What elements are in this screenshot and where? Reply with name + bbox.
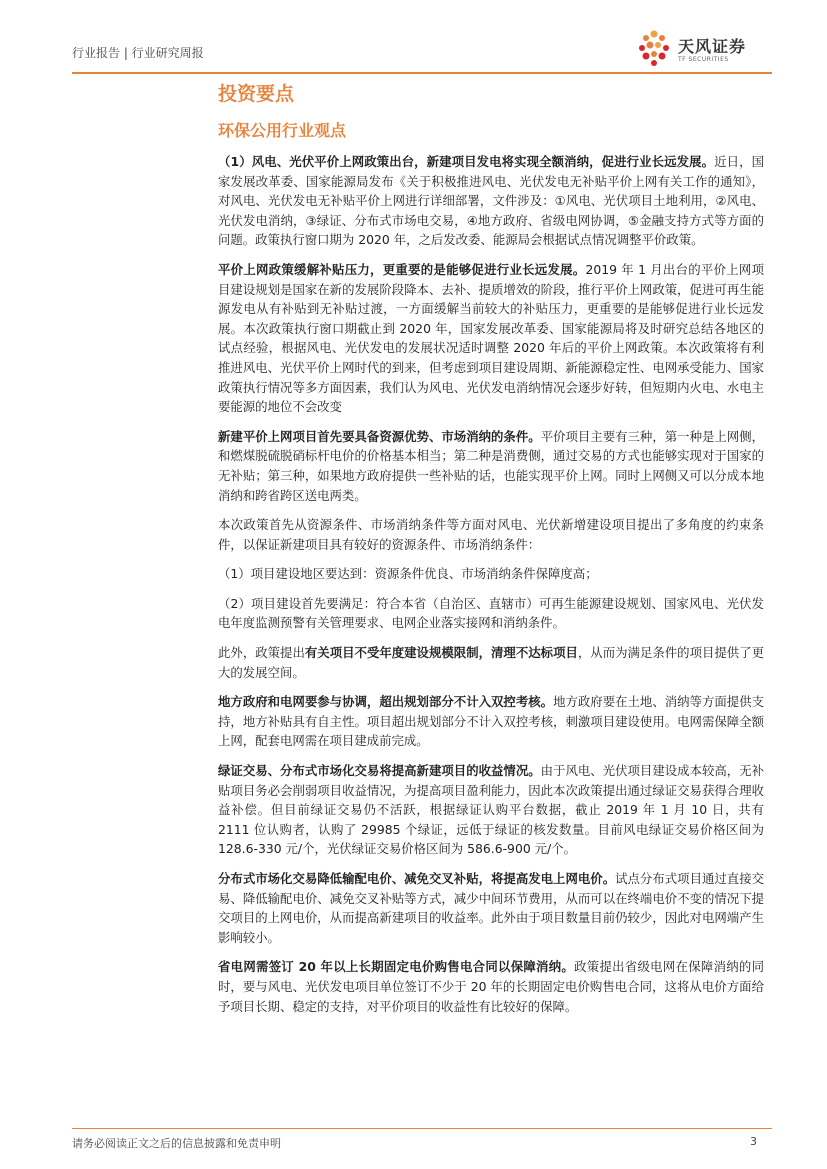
paragraph-body: （1）项目建设地区要达到：资源条件优良、市场消纳条件保障度高； bbox=[218, 566, 598, 582]
footer-disclaimer: 请务必阅读正文之后的信息披露和免责申明 bbox=[72, 1137, 281, 1150]
paragraph-lead: （1）风电、光伏平价上网政策出台，新建项目发电将实现全额消纳，促进行业长远发展。 bbox=[218, 154, 715, 169]
paragraph-9 bbox=[218, 761, 764, 859]
page-title: 投资要点 bbox=[218, 83, 295, 105]
header-divider bbox=[72, 72, 772, 74]
page-number: 3 bbox=[750, 1135, 757, 1148]
header-breadcrumb: 行业报告 | 行业研究周报 bbox=[72, 46, 204, 60]
paragraph-body: （2）项目建设首先要满足：符合本省（自治区、直辖市）可再生能源建设规划、国家风电、光伏发电年度监测预警有关管理要求、电网企业落实接网和消纳条件。 bbox=[218, 595, 764, 631]
paragraph-body: 本次政策首先从资源条件、市场消纳条件等方面对风电、光伏新增建设项目提出了多角度的约束条件，以保证新建项目具有较好的资源条件、市场消纳条件： bbox=[218, 517, 764, 552]
paragraph-4 bbox=[218, 515, 764, 554]
paragraph-body: 地方政府要在土地、消纳等方面提供支持，地方补贴具有自主性。项目超出规划部分不计入双控考核，刺激项目建设使用。电网需保障全额上网，配套电网需在项目建成前完成。 bbox=[218, 694, 765, 749]
paragraph-2 bbox=[218, 260, 764, 417]
logo-subtext: TF SECURITIES bbox=[678, 56, 729, 63]
section-heading: 环保公用行业观点 bbox=[218, 121, 347, 140]
paragraph-10 bbox=[218, 869, 764, 947]
paragraph-body: ，从而为满足条件的项目提供了更大的发展空间。 bbox=[218, 645, 765, 680]
paragraph-8 bbox=[218, 692, 764, 751]
paragraph-body: 平价项目主要有三种，第一种是上网侧，和燃煤脱硫脱硝标杆电价的价格基本相当；第二种是消费侧，通过交易的方式也能够实现对于国家的无补贴；第三种，如果地方政府提供一些补贴的话，也能实现平价上网。同时上网侧又可以分成本地消纳和跨省跨区送电两类。 bbox=[218, 428, 765, 503]
paragraph-body: 由于风电、光伏项目建设成本较高，无补贴项目务必会削弱项目收益情况，为提高项目盈利能力，因此本次政策提出通过绿证交易获得合理收益补偿。但目前绿证交易仍不活跃，根据绿证认购平台数据，截止 2019 年 1 月 10 日，共有 2111 位认购者，认购了 29985 个绿证，远低于绿证的核发数量。目前风电绿证交易价格区间为 128.6-330 元/个，光伏绿证交易价格区间为 586.6-900 元/个。 bbox=[218, 763, 765, 857]
paragraph-6 bbox=[218, 594, 764, 633]
paragraph-body: 试点分布式项目通过直接交易、降低输配电价、减免交叉补贴等方式，减少中间环节费用，从而可以在终端电价不变的情况下提交项目的上网电价，从而提高新建项目的收益率。此外由于项目数量目前仍较少，因此对电网端产生影响较小。 bbox=[218, 871, 765, 945]
paragraph-lead: 绿证交易、分布式市场化交易将提高新建项目的收益情况。 bbox=[218, 763, 541, 779]
paragraph-lead: 分布式市场化交易降低输配电价、减免交叉补贴，将提高发电上网电价。 bbox=[218, 871, 616, 886]
brand-logo bbox=[632, 28, 772, 72]
paragraph-1 bbox=[218, 152, 764, 250]
paragraph-body: 政策提出省级电网在保障消纳的同时，要与风电、光伏发电项目单位签订不少于 20 年的长期固定电价购售电合同，这将从电价方面给予项目长期、稳定的支持，对平价项目的收益性有比较好的保障。 bbox=[218, 959, 765, 1014]
paragraph-pre: 此外，政策提出 bbox=[218, 645, 305, 661]
paragraph-7 bbox=[218, 643, 764, 682]
main-content bbox=[218, 78, 764, 1016]
paragraph-5 bbox=[218, 564, 764, 584]
paragraph-lead: 省电网需签订 20 年以上长期固定电价购售电合同以保障消纳。 bbox=[218, 959, 575, 975]
paragraph-lead: 地方政府和电网要参与协调，超出规划部分不计入双控考核。 bbox=[218, 694, 554, 710]
footer-divider bbox=[72, 1128, 772, 1129]
logo-text: 天风证券 bbox=[678, 37, 747, 56]
logo-flower-icon bbox=[632, 28, 676, 72]
paragraph-3 bbox=[218, 427, 764, 505]
paragraph-lead: 平价上网政策缓解补贴压力，更重要的是能够促进行业长远发展。 bbox=[218, 261, 586, 277]
page-header bbox=[72, 0, 772, 80]
paragraph-body: 近日，国家发展改革委、国家能源局发布《关于积极推进风电、光伏发电无补贴平价上网有关工作的通知》，对风电、光伏发电无补贴平价上网进行详细部署，文件涉及：①风电、光伏项目土地利用，②风电、光伏发电消纳，③绿证、分布式市场电交易，④地方政府、省级电网协调，⑤金融支持方式等方面的问题。政策执行窗口期为 2020 年，之后发改委、能源局会根据试点情况调整平价政策。 bbox=[218, 154, 765, 248]
paragraph-lead: 新建平价上网项目首先要具备资源优势、市场消纳的条件。 bbox=[218, 428, 541, 444]
paragraph-11 bbox=[218, 957, 764, 1016]
paragraph-body: 2019 年 1 月出台的平价上网项目建设规划是国家在新的发展阶段降本、去补、提质增效的阶段，推行平价上网政策，促进可再生能源发电从有补贴到无补贴过渡，一方面缓解当前较大的补贴压力，更重要的是能够促进行业长远发展。本次政策执行窗口期截止到 2020 年，国家发展改革委、国家能源局将及时研究总结各地区的试点经验，根据风电、光伏发电的发展状况适时调整 2020 年后的平价上网政策。本次政策将有利推进风电、光伏平价上网时代的到来，但考虑到项目建设周期、新能源稳定性、电网承受能力、国家政策执行情况等多方面因素，我们认为风电、光伏发电消纳情况会逐步好转，但短期内火电、水电主要能源的地位不会改变 bbox=[218, 261, 764, 415]
paragraph-highlight: 有关项目不受年度建设规模限制，清理不达标项目 bbox=[304, 645, 578, 661]
